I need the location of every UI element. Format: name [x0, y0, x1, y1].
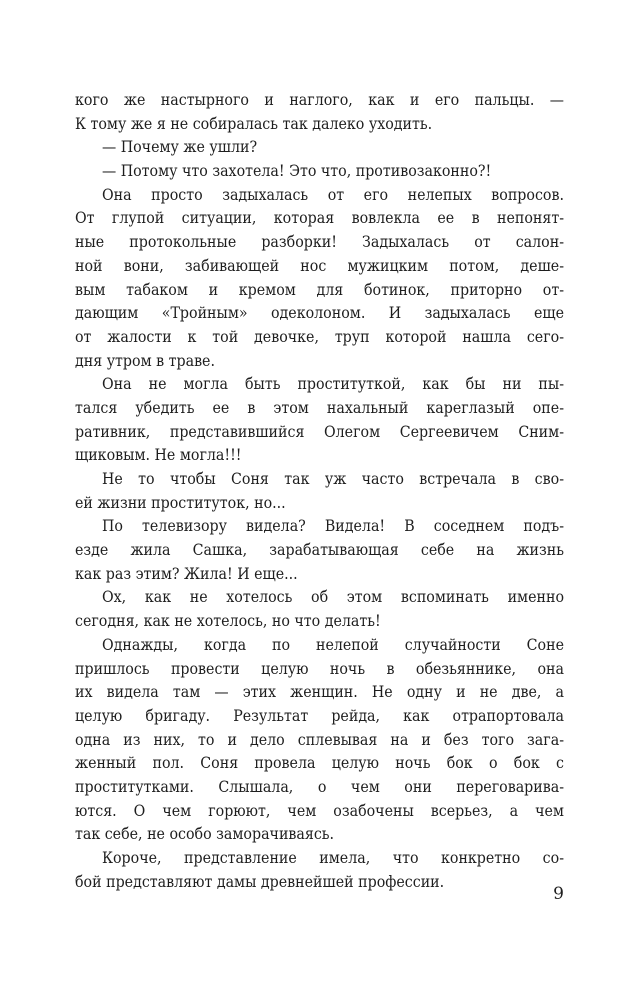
text-line: Не то чтобы Соня так уж часто встречала в сво- — [102, 469, 564, 488]
text-line: как раз этим? Жила! И еще... — [75, 563, 298, 583]
text-line: По телевизору видела? Видела! В соседнем подъ- — [102, 516, 564, 536]
text-line: ются. О чем горюют, чем озабочены всерьез, а чем — [75, 800, 564, 820]
text-line: — Потому что захотела! Это что, противозаконно?! — [102, 161, 492, 181]
text-line: Короче, представление имела, что конкретно со- — [102, 848, 564, 867]
paragraph — [75, 372, 564, 467]
paragraph — [75, 585, 564, 632]
text-line: их видела там — этих женщин. Не одну и не две, а — [75, 682, 564, 702]
text-line: целую бригаду. Результат рейда, как отрапортовала — [75, 705, 564, 725]
text-line: бой представляют дамы древнейшей профессии. — [75, 871, 445, 891]
text-line: вым табаком и кремом для ботинок, приторно от- — [75, 279, 564, 299]
text-line: сегодня, как не хотелось, но что делать! — [75, 611, 381, 631]
text-line: дня утром в траве. — [75, 350, 215, 370]
text-line: ей жизни проституток, но... — [75, 492, 286, 512]
text-line: так себе, не особо заморачиваясь. — [75, 824, 335, 844]
paragraph — [75, 633, 564, 846]
text-line: Она просто задыхалась от его нелепых вопросов. — [102, 184, 564, 204]
text-line: щиковым. Не могла!!! — [75, 445, 242, 465]
page-text — [75, 88, 564, 893]
text-line: от жалости к той девочке, труп которой нашла сего- — [75, 326, 564, 346]
text-line: проститутками. Слышала, о чем они переговарива- — [75, 776, 564, 796]
text-line: ные протокольные разборки! Задыхалась от салон- — [75, 232, 564, 252]
paragraph — [75, 88, 564, 135]
text-line: К тому же я не собиралась так далеко уходить. — [75, 113, 433, 133]
text-line: ративник, представившийся Олегом Сергеевичем Сним- — [75, 421, 564, 441]
paragraph — [75, 467, 564, 514]
page-number: 9 — [553, 884, 564, 904]
paragraph — [75, 514, 564, 585]
text-line: — Почему же ушли? — [102, 137, 258, 157]
paragraph — [75, 183, 564, 373]
text-line: дающим «Тройным» одеколоном. И задыхалась еще — [75, 303, 564, 323]
paragraph — [75, 159, 564, 183]
paragraph — [75, 846, 564, 893]
text-line: женный пол. Соня провела целую ночь бок о бок с — [75, 753, 564, 773]
text-line: тался убедить ее в этом нахальный кареглазый опе- — [75, 397, 564, 417]
text-line: пришлось провести целую ночь в обезьяннике, она — [75, 658, 564, 678]
text-line: Однажды, когда по нелепой случайности Соне — [102, 634, 564, 654]
text-line: От глупой ситуации, которая вовлекла ее в непонят- — [75, 208, 564, 228]
text-line: ной вони, забивающей нос мужицким потом, деше- — [75, 255, 564, 275]
text-line: Ох, как не хотелось об этом вспоминать именно — [102, 587, 564, 607]
paragraph — [75, 135, 564, 159]
text-line: Она не могла быть проституткой, как бы ни пы- — [102, 374, 564, 394]
text-line: езде жила Сашка, зарабатывающая себе на жизнь — [75, 540, 564, 560]
text-line: одна из них, то и дело сплевывая на и без того зага- — [75, 729, 564, 749]
text-line: кого же настырного и наглого, как и его пальцы. — — [75, 90, 564, 109]
